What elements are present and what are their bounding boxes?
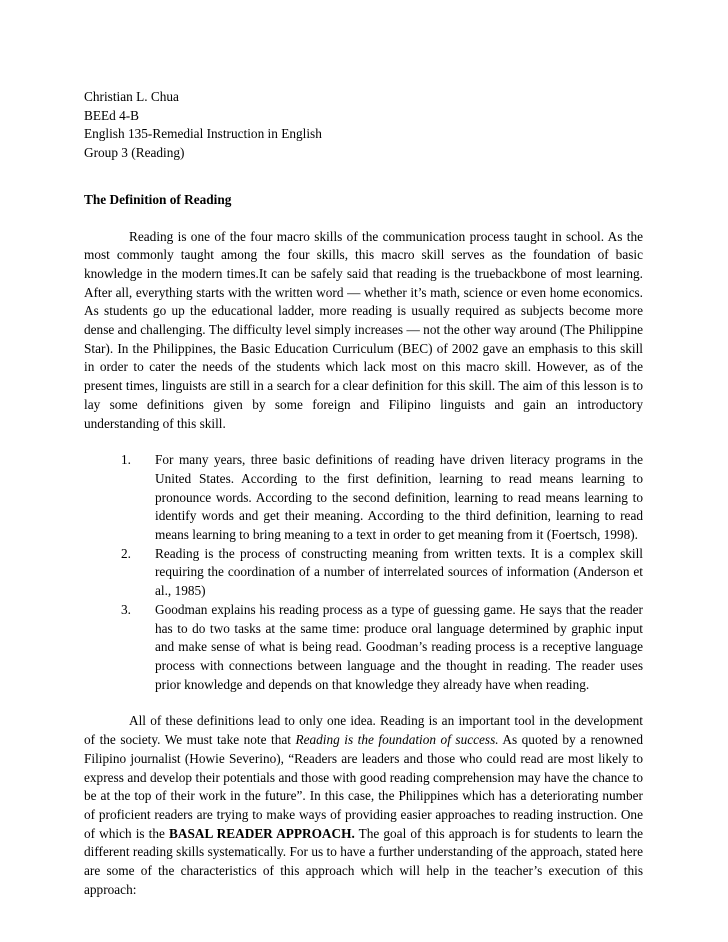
definition-item xyxy=(84,451,643,545)
author-name: Christian L. Chua xyxy=(84,89,179,104)
definition-text: For many years, three basic definitions of reading have driven literacy programs in the United States. According to the first definition, learning to read means learning to pronounce words. According to the second definition, learning to read means learning to identify words and get their meaning. According to the third definition, learning to read means learning to bring meaning to a text in order to get meaning from it (Foertsch, 1998). xyxy=(155,452,643,543)
closing-text-part3: The goal of this approach is for students to learn the different reading skills systematically. For us to have a further understanding of the approach, stated here are some of the characteristics of this approach which will help in the teacher’s execution of this approach: xyxy=(84,825,644,897)
class-section: BEEd 4-B xyxy=(84,107,140,123)
closing-text-part1: All of these definitions lead to only one idea. Reading is an important tool in the development of the society. We must take note that xyxy=(84,713,643,748)
author-header xyxy=(84,88,643,163)
document-page xyxy=(84,88,643,899)
group-label: Group 3 (Reading) xyxy=(84,145,185,161)
intro-paragraph: Reading is one of the four macro skills of the communication process taught in school. As the most commonly taught among the four skills, this macro skill serves as the foundation of basic knowledge in the modern times.It can be safely said that reading is the truebackbone of most learning. After all, everything starts with the written word — whether it’s math, science or even home economics. As students go up the educational ladder, more reading is usually required as subjects become more dense and challenging. The difficulty level simply increases — not the other way around (The Philippine Star). In the Philippines, the Basic Education Curriculum (BEC) of 2002 gave an emphasis to this skill in order to cater the needs of the students which lack most on this macro skill. However, as of the present times, linguists are still in a search for a clear definition for this skill. The aim of this lesson is to lay some definitions given by some foreign and Filipino linguists and gain an introductory understanding of this skill. xyxy=(84,228,643,431)
definition-number: 2. xyxy=(121,545,131,561)
closing-text-part2: As quoted by a renowned Filipino journalist (Howie Severino), “Readers are leaders and those who could read are most likely to express and develop their potentials and those with good reading comprehension may have the chance to be at the top of their work in the future”. In this case, the Philippines which has a deteriorating number of proficient readers are trying to make ways of providing easier approaches to reading instruction. One of which is the xyxy=(84,732,643,841)
definition-item xyxy=(84,545,643,601)
course-title: English 135-Remedial Instruction in English xyxy=(84,126,322,142)
approach-name: BASAL READER APPROACH. xyxy=(168,825,355,841)
definitions-list xyxy=(84,451,643,694)
section-heading: The Definition of Reading xyxy=(84,191,232,207)
definition-text: Goodman explains his reading process as a type of guessing game. He says that the reader has to do two tasks at the same time: produce oral language determined by graphic input and make sense of what is being read. Goodman’s reading process is a receptive language process with connections between language and the thought in reading. The reader uses prior knowledge and depends on that knowledge they already have when reading. xyxy=(155,601,643,692)
definition-item xyxy=(84,601,643,695)
definition-number: 3. xyxy=(121,601,131,617)
closing-paragraph xyxy=(84,712,643,899)
definition-text: Reading is the process of constructing meaning from written texts. It is a complex skill requiring the coordination of a number of interrelated sources of information (Anderson et al., 1985) xyxy=(155,545,643,599)
emphasis-quote: Reading is the foundation of success. xyxy=(295,732,499,748)
definition-number: 1. xyxy=(121,452,131,468)
